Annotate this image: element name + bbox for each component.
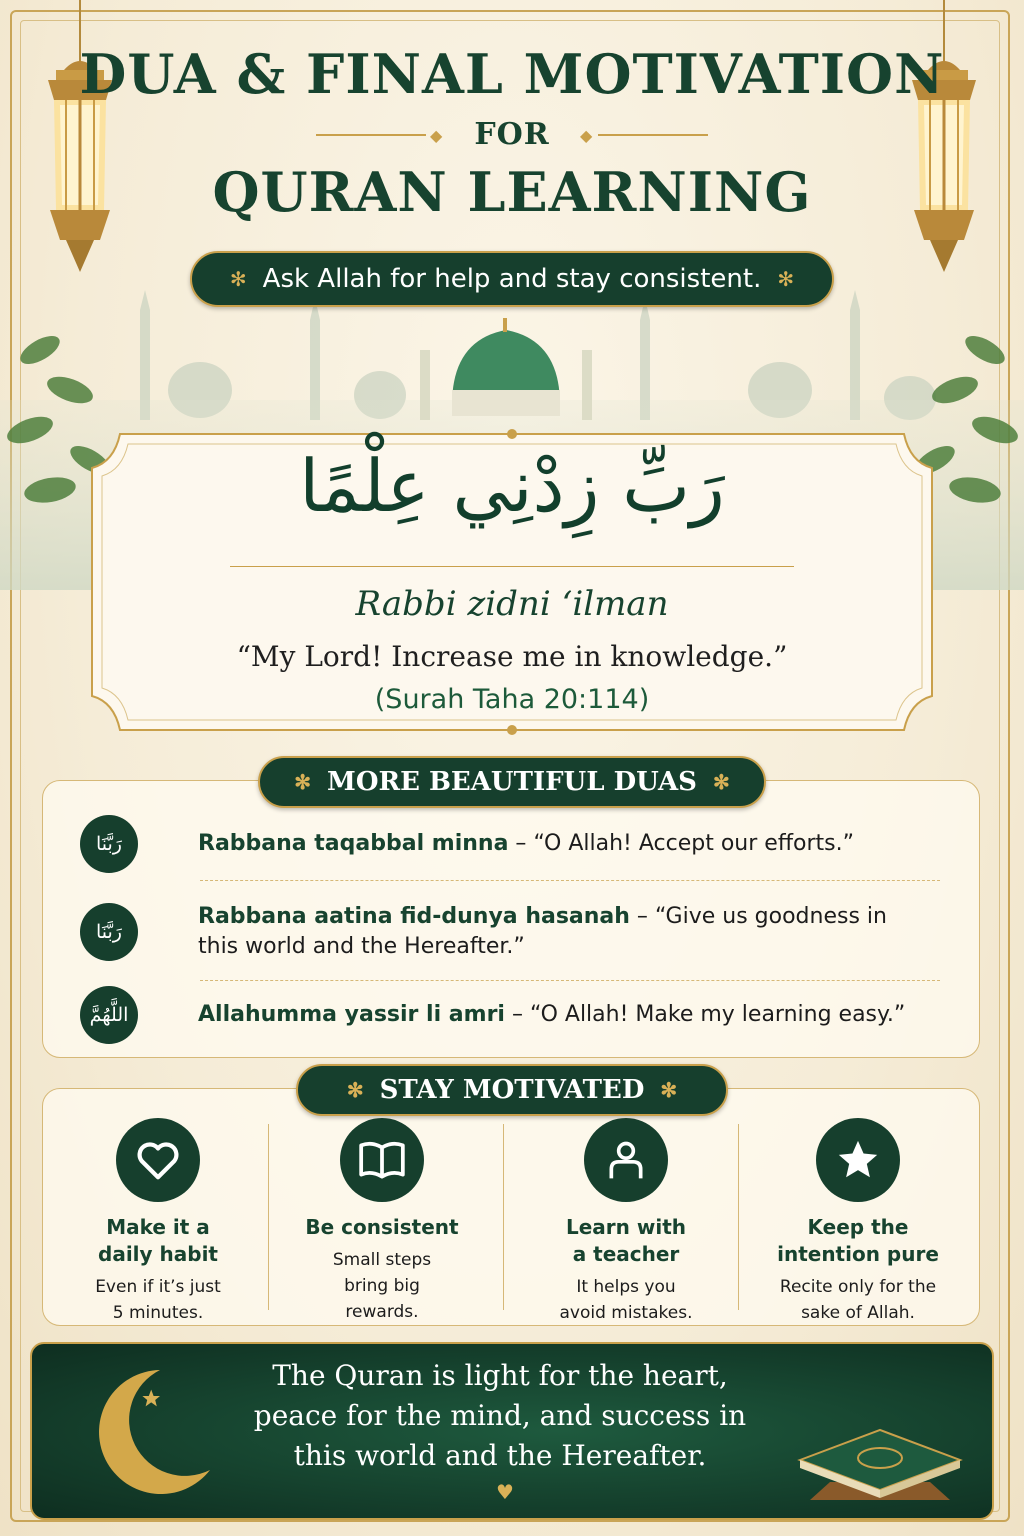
motivation-item <box>758 1118 958 1326</box>
book-icon <box>340 1118 424 1202</box>
arabic-badge: اللَّهُمَّ <box>80 986 138 1044</box>
footer-quote: The Quran is light for the heart, peace for the mind, and success in this world and the Hereafter. <box>253 1359 747 1472</box>
dua-name: Rabbana taqabbal minna <box>198 831 509 856</box>
dua-dash: – <box>504 1002 530 1027</box>
main-dua-arabic: رَبِّ زِدْنِي عِلْمًا <box>299 444 725 528</box>
main-dua-transliteration: Rabbi zidni ‘ilman <box>355 584 669 624</box>
motivation-description: Even if it’s just 5 minutes. <box>95 1277 221 1323</box>
dua-dash: – <box>508 831 534 856</box>
heart-ornament-icon: ♥ <box>496 1480 514 1504</box>
dua-meaning: “O Allah! Accept our efforts.” <box>533 831 854 856</box>
dua-meaning: “Give us goodness in this world and the Hereafter.” <box>198 904 887 959</box>
row-divider <box>200 880 940 881</box>
main-dua-reference: (Surah Taha 20:114) <box>374 684 650 715</box>
flower-ornament-icon: ✻ <box>712 770 730 794</box>
stay-motivated-heading <box>296 1064 728 1116</box>
dua-name: Rabbana aatina fid-dunya hasanah <box>198 904 630 929</box>
arabic-badge: رَبَّنَا <box>80 903 138 961</box>
flower-ornament-icon: ✻ <box>660 1078 678 1102</box>
more-duas-heading-text: MORE BEAUTIFUL DUAS <box>327 767 697 797</box>
person-icon <box>584 1118 668 1202</box>
motivation-title: Keep the intention pure <box>777 1215 939 1266</box>
motivation-item <box>526 1118 726 1326</box>
motivation-description: Small steps bring big rewards. <box>332 1250 432 1322</box>
column-divider <box>738 1124 739 1310</box>
motivation-title: Make it a daily habit <box>98 1215 218 1266</box>
dua-meaning: “O Allah! Make my learning easy.” <box>529 1002 906 1027</box>
ornament-icon: ◆ <box>580 126 593 145</box>
motivation-title: Learn with a teacher <box>566 1215 686 1266</box>
column-divider <box>503 1124 504 1310</box>
more-duas-heading <box>258 756 766 808</box>
dua-list-item <box>80 893 960 971</box>
dua-text <box>198 1000 905 1030</box>
page-title-line-1: DUA & FINAL MOTIVATION <box>79 42 945 106</box>
ornament-icon: ◆ <box>430 126 443 145</box>
heart-icon <box>116 1118 200 1202</box>
dua-dash: – <box>629 904 655 929</box>
arabic-badge: رَبَّنَا <box>80 815 138 873</box>
flower-ornament-icon: ✻ <box>229 267 247 291</box>
column-divider <box>268 1124 269 1310</box>
dua-text <box>198 902 918 962</box>
motivation-item <box>282 1118 482 1325</box>
page-title-line-3: QURAN LEARNING <box>212 160 812 224</box>
flower-ornament-icon: ✻ <box>346 1078 364 1102</box>
subtitle-text: Ask Allah for help and stay consistent. <box>262 264 762 294</box>
title-divider <box>598 134 708 136</box>
dua-list-item <box>80 815 960 873</box>
motivation-title: Be consistent <box>305 1215 459 1239</box>
stay-motivated-heading-text: STAY MOTIVATED <box>379 1075 645 1105</box>
subtitle-banner <box>190 251 834 307</box>
row-divider <box>200 980 940 981</box>
dua-list-item <box>80 986 960 1044</box>
dua-name: Allahumma yassir li amri <box>198 1002 505 1027</box>
motivation-item <box>58 1118 258 1326</box>
main-dua-meaning: “My Lord! Increase me in knowledge.” <box>236 640 788 673</box>
motivation-description: It helps you avoid mistakes. <box>559 1277 693 1323</box>
flower-ornament-icon: ✻ <box>294 770 312 794</box>
crescent-moon-icon <box>60 1350 230 1510</box>
motivation-description: Recite only for the sake of Allah. <box>779 1277 937 1323</box>
flower-ornament-icon: ✻ <box>777 267 795 291</box>
dua-divider <box>230 566 794 567</box>
star-icon <box>816 1118 900 1202</box>
dua-text <box>198 829 854 859</box>
quran-book-icon <box>790 1390 970 1510</box>
page-title-line-2: FOR <box>474 117 550 152</box>
